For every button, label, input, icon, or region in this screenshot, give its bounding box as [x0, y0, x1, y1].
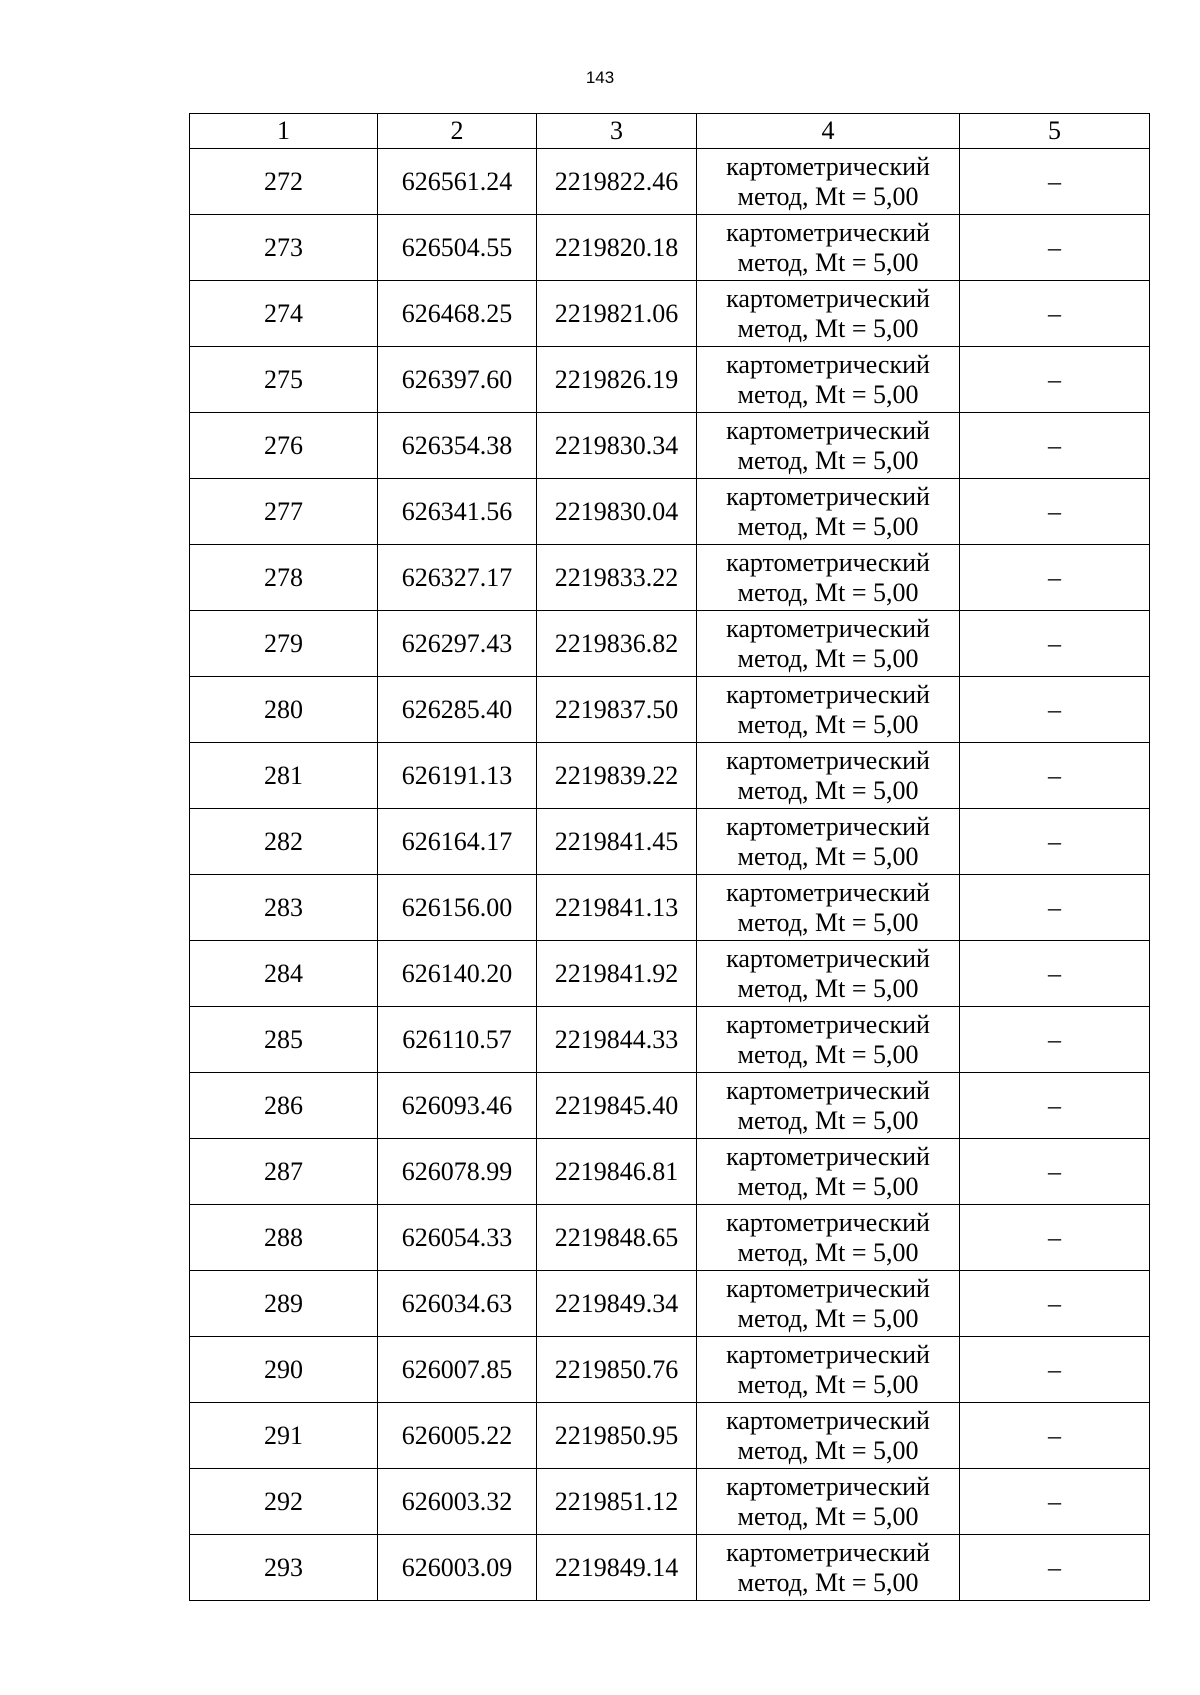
x-coordinate-cell: 626397.60 — [378, 347, 537, 413]
point-number-cell: 283 — [190, 875, 378, 941]
method-accuracy: метод, Mt = 5,00 — [737, 1369, 919, 1399]
method-cell — [697, 413, 960, 479]
table-row — [190, 479, 1150, 545]
column-header-5: 5 — [960, 114, 1150, 149]
x-coordinate-cell: 626078.99 — [378, 1139, 537, 1205]
dash-cell: – — [960, 1469, 1150, 1535]
table-row — [190, 875, 1150, 941]
column-header-1: 1 — [190, 114, 378, 149]
point-number-cell: 289 — [190, 1271, 378, 1337]
table-row — [190, 1535, 1150, 1601]
method-accuracy: метод, Mt = 5,00 — [737, 577, 919, 607]
x-coordinate-cell: 626054.33 — [378, 1205, 537, 1271]
method-cell — [697, 1337, 960, 1403]
table-row — [190, 677, 1150, 743]
x-coordinate-cell: 626093.46 — [378, 1073, 537, 1139]
point-number-cell: 290 — [190, 1337, 378, 1403]
method-name: картометрический — [726, 481, 930, 511]
table-row — [190, 149, 1150, 215]
x-coordinate-cell: 626354.38 — [378, 413, 537, 479]
x-coordinate-cell: 626341.56 — [378, 479, 537, 545]
table-row — [190, 215, 1150, 281]
method-accuracy: метод, Mt = 5,00 — [737, 841, 919, 871]
point-number-cell: 274 — [190, 281, 378, 347]
table-row — [190, 347, 1150, 413]
dash-cell: – — [960, 611, 1150, 677]
x-coordinate-cell: 626504.55 — [378, 215, 537, 281]
point-number-cell: 286 — [190, 1073, 378, 1139]
y-coordinate-cell: 2219845.40 — [537, 1073, 697, 1139]
header-row — [190, 114, 1150, 149]
x-coordinate-cell: 626191.13 — [378, 743, 537, 809]
dash-cell: – — [960, 1271, 1150, 1337]
page-number: 143 — [585, 68, 615, 87]
column-header-2: 2 — [378, 114, 537, 149]
method-name: картометрический — [726, 613, 930, 643]
y-coordinate-cell: 2219839.22 — [537, 743, 697, 809]
dash-cell: – — [960, 1073, 1150, 1139]
point-number-cell: 284 — [190, 941, 378, 1007]
x-coordinate-cell: 626140.20 — [378, 941, 537, 1007]
method-accuracy: метод, Mt = 5,00 — [737, 709, 919, 739]
method-cell — [697, 941, 960, 1007]
x-coordinate-cell: 626005.22 — [378, 1403, 537, 1469]
method-accuracy: метод, Mt = 5,00 — [737, 1237, 919, 1267]
table-row — [190, 545, 1150, 611]
method-accuracy: метод, Mt = 5,00 — [737, 1501, 919, 1531]
dash-cell: – — [960, 743, 1150, 809]
dash-cell: – — [960, 677, 1150, 743]
method-name: картометрический — [726, 1207, 930, 1237]
method-name: картометрический — [726, 547, 930, 577]
table-row — [190, 1073, 1150, 1139]
y-coordinate-cell: 2219837.50 — [537, 677, 697, 743]
dash-cell: – — [960, 1403, 1150, 1469]
x-coordinate-cell: 626034.63 — [378, 1271, 537, 1337]
method-accuracy: метод, Mt = 5,00 — [737, 445, 919, 475]
point-number-cell: 291 — [190, 1403, 378, 1469]
method-cell — [697, 875, 960, 941]
y-coordinate-cell: 2219850.95 — [537, 1403, 697, 1469]
method-cell — [697, 1205, 960, 1271]
dash-cell: – — [960, 347, 1150, 413]
x-coordinate-cell: 626003.32 — [378, 1469, 537, 1535]
table-row — [190, 1205, 1150, 1271]
dash-cell: – — [960, 545, 1150, 611]
point-number-cell: 285 — [190, 1007, 378, 1073]
point-number-cell: 276 — [190, 413, 378, 479]
method-name: картометрический — [726, 1141, 930, 1171]
point-number-cell: 275 — [190, 347, 378, 413]
method-cell — [697, 479, 960, 545]
y-coordinate-cell: 2219849.34 — [537, 1271, 697, 1337]
x-coordinate-cell: 626327.17 — [378, 545, 537, 611]
y-coordinate-cell: 2219848.65 — [537, 1205, 697, 1271]
method-cell — [697, 281, 960, 347]
method-accuracy: метод, Mt = 5,00 — [737, 1567, 919, 1597]
method-cell — [697, 1007, 960, 1073]
y-coordinate-cell: 2219836.82 — [537, 611, 697, 677]
x-coordinate-cell: 626561.24 — [378, 149, 537, 215]
method-cell — [697, 1403, 960, 1469]
y-coordinate-cell: 2219851.12 — [537, 1469, 697, 1535]
method-name: картометрический — [726, 679, 930, 709]
point-number-cell: 277 — [190, 479, 378, 545]
y-coordinate-cell: 2219844.33 — [537, 1007, 697, 1073]
y-coordinate-cell: 2219850.76 — [537, 1337, 697, 1403]
dash-cell: – — [960, 1139, 1150, 1205]
dash-cell: – — [960, 215, 1150, 281]
table-row — [190, 743, 1150, 809]
method-accuracy: метод, Mt = 5,00 — [737, 181, 919, 211]
point-number-cell: 288 — [190, 1205, 378, 1271]
dash-cell: – — [960, 809, 1150, 875]
method-name: картометрический — [726, 745, 930, 775]
table-row — [190, 1007, 1150, 1073]
method-accuracy: метод, Mt = 5,00 — [737, 313, 919, 343]
method-cell — [697, 1139, 960, 1205]
x-coordinate-cell: 626007.85 — [378, 1337, 537, 1403]
point-number-cell: 282 — [190, 809, 378, 875]
dash-cell: – — [960, 1337, 1150, 1403]
dash-cell: – — [960, 149, 1150, 215]
table-row — [190, 1469, 1150, 1535]
x-coordinate-cell: 626003.09 — [378, 1535, 537, 1601]
table-row — [190, 611, 1150, 677]
table-row — [190, 1337, 1150, 1403]
method-cell — [697, 545, 960, 611]
table-row — [190, 941, 1150, 1007]
table-body — [190, 149, 1150, 1601]
method-cell — [697, 809, 960, 875]
table-row — [190, 413, 1150, 479]
table-header — [190, 114, 1150, 149]
method-name: картометрический — [726, 1009, 930, 1039]
y-coordinate-cell: 2219841.92 — [537, 941, 697, 1007]
point-number-cell: 292 — [190, 1469, 378, 1535]
method-name: картометрический — [726, 415, 930, 445]
dash-cell: – — [960, 875, 1150, 941]
point-number-cell: 287 — [190, 1139, 378, 1205]
method-cell — [697, 215, 960, 281]
point-number-cell: 280 — [190, 677, 378, 743]
method-accuracy: метод, Mt = 5,00 — [737, 379, 919, 409]
method-name: картометрический — [726, 151, 930, 181]
method-accuracy: метод, Mt = 5,00 — [737, 643, 919, 673]
x-coordinate-cell: 626297.43 — [378, 611, 537, 677]
method-accuracy: метод, Mt = 5,00 — [737, 907, 919, 937]
table-row — [190, 1271, 1150, 1337]
method-cell — [697, 677, 960, 743]
method-name: картометрический — [726, 1339, 930, 1369]
table-row — [190, 1403, 1150, 1469]
method-cell — [697, 743, 960, 809]
table-row — [190, 809, 1150, 875]
y-coordinate-cell: 2219830.34 — [537, 413, 697, 479]
method-accuracy: метод, Mt = 5,00 — [737, 973, 919, 1003]
point-number-cell: 273 — [190, 215, 378, 281]
y-coordinate-cell: 2219849.14 — [537, 1535, 697, 1601]
method-cell — [697, 1535, 960, 1601]
method-name: картометрический — [726, 1471, 930, 1501]
table-row — [190, 1139, 1150, 1205]
dash-cell: – — [960, 479, 1150, 545]
dash-cell: – — [960, 941, 1150, 1007]
y-coordinate-cell: 2219833.22 — [537, 545, 697, 611]
method-accuracy: метод, Mt = 5,00 — [737, 1303, 919, 1333]
column-header-4: 4 — [697, 114, 960, 149]
x-coordinate-cell: 626110.57 — [378, 1007, 537, 1073]
method-cell — [697, 149, 960, 215]
method-name: картометрический — [726, 1405, 930, 1435]
point-number-cell: 293 — [190, 1535, 378, 1601]
method-name: картометрический — [726, 217, 930, 247]
point-number-cell: 281 — [190, 743, 378, 809]
dash-cell: – — [960, 1007, 1150, 1073]
y-coordinate-cell: 2219822.46 — [537, 149, 697, 215]
method-cell — [697, 347, 960, 413]
x-coordinate-cell: 626164.17 — [378, 809, 537, 875]
dash-cell: – — [960, 413, 1150, 479]
y-coordinate-cell: 2219830.04 — [537, 479, 697, 545]
method-name: картометрический — [726, 943, 930, 973]
method-accuracy: метод, Mt = 5,00 — [737, 1039, 919, 1069]
method-cell — [697, 611, 960, 677]
method-accuracy: метод, Mt = 5,00 — [737, 247, 919, 277]
method-name: картометрический — [726, 877, 930, 907]
method-accuracy: метод, Mt = 5,00 — [737, 775, 919, 805]
method-name: картометрический — [726, 283, 930, 313]
x-coordinate-cell: 626156.00 — [378, 875, 537, 941]
method-accuracy: метод, Mt = 5,00 — [737, 1105, 919, 1135]
x-coordinate-cell: 626285.40 — [378, 677, 537, 743]
method-name: картометрический — [726, 1537, 930, 1567]
method-accuracy: метод, Mt = 5,00 — [737, 1171, 919, 1201]
point-number-cell: 278 — [190, 545, 378, 611]
y-coordinate-cell: 2219846.81 — [537, 1139, 697, 1205]
x-coordinate-cell: 626468.25 — [378, 281, 537, 347]
method-cell — [697, 1073, 960, 1139]
point-number-cell: 272 — [190, 149, 378, 215]
method-name: картометрический — [726, 811, 930, 841]
dash-cell: – — [960, 1535, 1150, 1601]
y-coordinate-cell: 2219821.06 — [537, 281, 697, 347]
coordinates-table — [189, 113, 1150, 1601]
method-name: картометрический — [726, 349, 930, 379]
method-accuracy: метод, Mt = 5,00 — [737, 1435, 919, 1465]
dash-cell: – — [960, 1205, 1150, 1271]
y-coordinate-cell: 2219826.19 — [537, 347, 697, 413]
y-coordinate-cell: 2219841.13 — [537, 875, 697, 941]
column-header-3: 3 — [537, 114, 697, 149]
point-number-cell: 279 — [190, 611, 378, 677]
method-name: картометрический — [726, 1273, 930, 1303]
method-accuracy: метод, Mt = 5,00 — [737, 511, 919, 541]
y-coordinate-cell: 2219841.45 — [537, 809, 697, 875]
y-coordinate-cell: 2219820.18 — [537, 215, 697, 281]
method-cell — [697, 1271, 960, 1337]
table-row — [190, 281, 1150, 347]
dash-cell: – — [960, 281, 1150, 347]
method-name: картометрический — [726, 1075, 930, 1105]
method-cell — [697, 1469, 960, 1535]
